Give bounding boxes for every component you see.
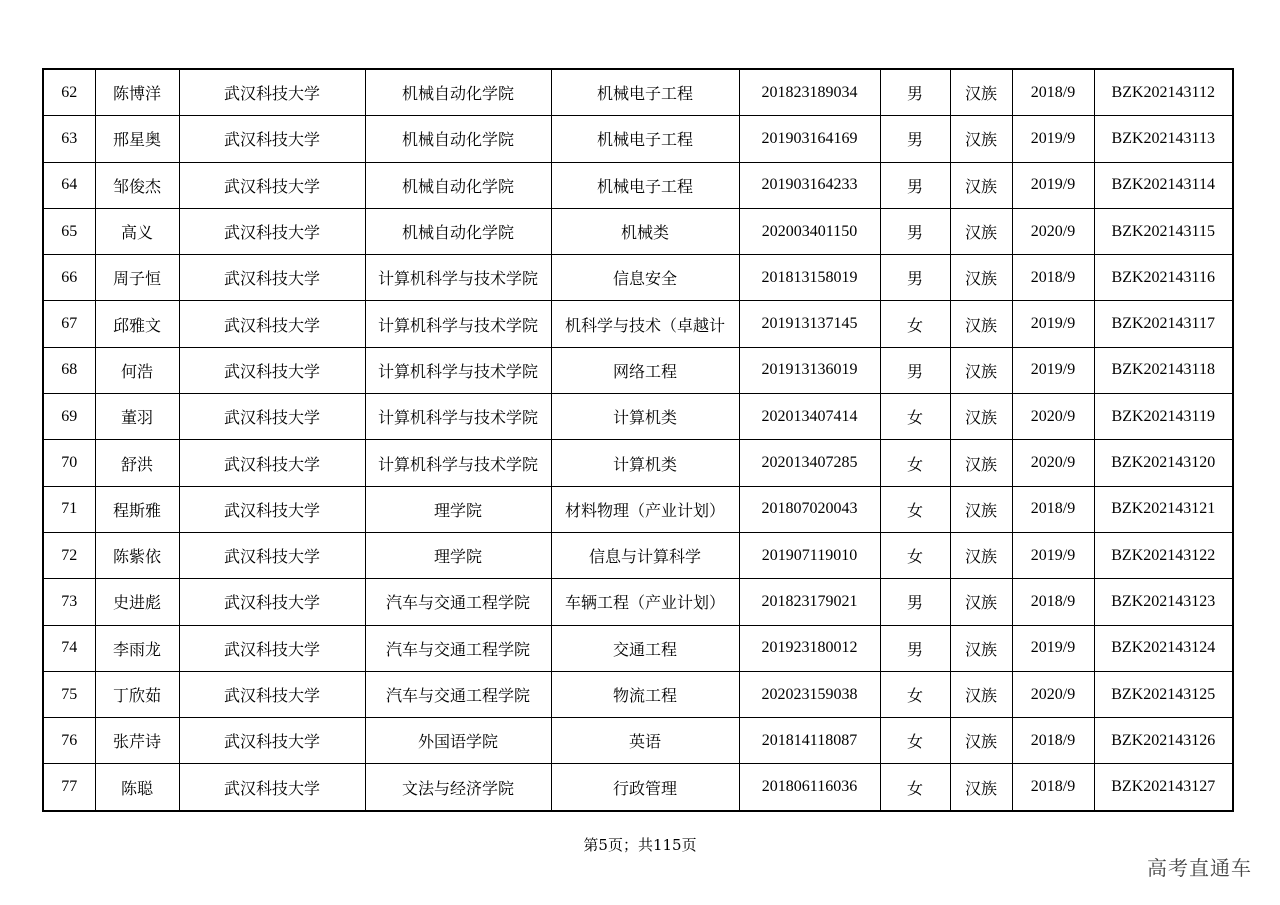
cell-name: 史进彪 bbox=[95, 579, 179, 625]
table-row bbox=[43, 718, 1233, 764]
cell-college: 机械自动化学院 bbox=[365, 69, 551, 116]
cell-cert: BZK202143112 bbox=[1094, 69, 1233, 116]
cell-cert: BZK202143122 bbox=[1094, 532, 1233, 578]
cell-ethnicity: 汉族 bbox=[950, 347, 1012, 393]
cell-no: 67 bbox=[43, 301, 95, 347]
cell-major: 车辆工程（产业计划） bbox=[551, 579, 739, 625]
cell-name: 程斯雅 bbox=[95, 486, 179, 532]
cell-ethnicity: 汉族 bbox=[950, 486, 1012, 532]
cell-no: 75 bbox=[43, 671, 95, 717]
cell-ethnicity: 汉族 bbox=[950, 718, 1012, 764]
cell-college: 机械自动化学院 bbox=[365, 208, 551, 254]
cell-university: 武汉科技大学 bbox=[179, 671, 365, 717]
cell-university: 武汉科技大学 bbox=[179, 255, 365, 301]
cell-year: 2019/9 bbox=[1012, 162, 1094, 208]
cell-sid: 201907119010 bbox=[739, 532, 880, 578]
cell-college: 外国语学院 bbox=[365, 718, 551, 764]
cell-college: 计算机科学与技术学院 bbox=[365, 301, 551, 347]
table-row bbox=[43, 764, 1233, 811]
table-row bbox=[43, 69, 1233, 116]
cell-major: 机械电子工程 bbox=[551, 69, 739, 116]
cell-name: 董羽 bbox=[95, 394, 179, 440]
cell-gender: 男 bbox=[880, 162, 950, 208]
cell-university: 武汉科技大学 bbox=[179, 394, 365, 440]
cell-no: 73 bbox=[43, 579, 95, 625]
cell-cert: BZK202143127 bbox=[1094, 764, 1233, 811]
cell-sid: 201913137145 bbox=[739, 301, 880, 347]
cell-no: 65 bbox=[43, 208, 95, 254]
cell-cert: BZK202143118 bbox=[1094, 347, 1233, 393]
cell-major: 机械电子工程 bbox=[551, 162, 739, 208]
cell-university: 武汉科技大学 bbox=[179, 764, 365, 811]
cell-no: 68 bbox=[43, 347, 95, 393]
table-row bbox=[43, 162, 1233, 208]
cell-sid: 201814118087 bbox=[739, 718, 880, 764]
table-row bbox=[43, 440, 1233, 486]
cell-cert: BZK202143116 bbox=[1094, 255, 1233, 301]
cell-sid: 201903164233 bbox=[739, 162, 880, 208]
cell-name: 陈聪 bbox=[95, 764, 179, 811]
table-row bbox=[43, 579, 1233, 625]
cell-university: 武汉科技大学 bbox=[179, 208, 365, 254]
table-row bbox=[43, 255, 1233, 301]
cell-gender: 女 bbox=[880, 301, 950, 347]
cell-major: 信息安全 bbox=[551, 255, 739, 301]
cell-cert: BZK202143121 bbox=[1094, 486, 1233, 532]
cell-ethnicity: 汉族 bbox=[950, 579, 1012, 625]
cell-sid: 201823179021 bbox=[739, 579, 880, 625]
cell-no: 72 bbox=[43, 532, 95, 578]
cell-year: 2020/9 bbox=[1012, 671, 1094, 717]
cell-major: 交通工程 bbox=[551, 625, 739, 671]
cell-name: 陈紫依 bbox=[95, 532, 179, 578]
cell-no: 70 bbox=[43, 440, 95, 486]
cell-university: 武汉科技大学 bbox=[179, 116, 365, 162]
cell-college: 文法与经济学院 bbox=[365, 764, 551, 811]
cell-no: 71 bbox=[43, 486, 95, 532]
cell-gender: 男 bbox=[880, 625, 950, 671]
cell-year: 2019/9 bbox=[1012, 532, 1094, 578]
cell-name: 何浩 bbox=[95, 347, 179, 393]
cell-major: 行政管理 bbox=[551, 764, 739, 811]
cell-year: 2018/9 bbox=[1012, 69, 1094, 116]
cell-name: 李雨龙 bbox=[95, 625, 179, 671]
cell-ethnicity: 汉族 bbox=[950, 208, 1012, 254]
cell-gender: 女 bbox=[880, 532, 950, 578]
cell-cert: BZK202143124 bbox=[1094, 625, 1233, 671]
cell-college: 计算机科学与技术学院 bbox=[365, 347, 551, 393]
cell-cert: BZK202143115 bbox=[1094, 208, 1233, 254]
cell-no: 64 bbox=[43, 162, 95, 208]
cell-year: 2019/9 bbox=[1012, 301, 1094, 347]
cell-sid: 201807020043 bbox=[739, 486, 880, 532]
cell-year: 2018/9 bbox=[1012, 764, 1094, 811]
cell-sid: 202003401150 bbox=[739, 208, 880, 254]
table-row bbox=[43, 486, 1233, 532]
cell-no: 62 bbox=[43, 69, 95, 116]
cell-sid: 201823189034 bbox=[739, 69, 880, 116]
cell-university: 武汉科技大学 bbox=[179, 579, 365, 625]
cell-sid: 202013407414 bbox=[739, 394, 880, 440]
cell-year: 2018/9 bbox=[1012, 718, 1094, 764]
cell-year: 2019/9 bbox=[1012, 347, 1094, 393]
cell-ethnicity: 汉族 bbox=[950, 671, 1012, 717]
cell-college: 计算机科学与技术学院 bbox=[365, 255, 551, 301]
table-row bbox=[43, 625, 1233, 671]
cell-cert: BZK202143113 bbox=[1094, 116, 1233, 162]
cell-major: 英语 bbox=[551, 718, 739, 764]
table-row bbox=[43, 532, 1233, 578]
roster-body bbox=[43, 69, 1233, 811]
cell-cert: BZK202143120 bbox=[1094, 440, 1233, 486]
cell-year: 2019/9 bbox=[1012, 625, 1094, 671]
table-row bbox=[43, 208, 1233, 254]
cell-name: 舒洪 bbox=[95, 440, 179, 486]
cell-major: 材料物理（产业计划） bbox=[551, 486, 739, 532]
cell-university: 武汉科技大学 bbox=[179, 486, 365, 532]
cell-year: 2020/9 bbox=[1012, 208, 1094, 254]
cell-year: 2018/9 bbox=[1012, 255, 1094, 301]
cell-major: 信息与计算科学 bbox=[551, 532, 739, 578]
cell-university: 武汉科技大学 bbox=[179, 532, 365, 578]
cell-university: 武汉科技大学 bbox=[179, 440, 365, 486]
cell-ethnicity: 汉族 bbox=[950, 394, 1012, 440]
cell-university: 武汉科技大学 bbox=[179, 69, 365, 116]
table-row bbox=[43, 301, 1233, 347]
cell-college: 机械自动化学院 bbox=[365, 116, 551, 162]
cell-ethnicity: 汉族 bbox=[950, 764, 1012, 811]
cell-year: 2020/9 bbox=[1012, 440, 1094, 486]
table-row bbox=[43, 394, 1233, 440]
cell-year: 2020/9 bbox=[1012, 394, 1094, 440]
cell-name: 邱雅文 bbox=[95, 301, 179, 347]
cell-major: 机械电子工程 bbox=[551, 116, 739, 162]
cell-no: 76 bbox=[43, 718, 95, 764]
cell-cert: BZK202143126 bbox=[1094, 718, 1233, 764]
cell-name: 邹俊杰 bbox=[95, 162, 179, 208]
cell-cert: BZK202143125 bbox=[1094, 671, 1233, 717]
cell-ethnicity: 汉族 bbox=[950, 532, 1012, 578]
cell-college: 机械自动化学院 bbox=[365, 162, 551, 208]
watermark-logo: 高考直通车 bbox=[1147, 856, 1252, 880]
cell-ethnicity: 汉族 bbox=[950, 301, 1012, 347]
cell-major: 计算机类 bbox=[551, 440, 739, 486]
cell-gender: 女 bbox=[880, 486, 950, 532]
cell-no: 74 bbox=[43, 625, 95, 671]
cell-major: 机械类 bbox=[551, 208, 739, 254]
cell-university: 武汉科技大学 bbox=[179, 162, 365, 208]
cell-name: 张芹诗 bbox=[95, 718, 179, 764]
cell-sid: 201913136019 bbox=[739, 347, 880, 393]
cell-year: 2019/9 bbox=[1012, 116, 1094, 162]
cell-university: 武汉科技大学 bbox=[179, 625, 365, 671]
cell-college: 计算机科学与技术学院 bbox=[365, 440, 551, 486]
cell-university: 武汉科技大学 bbox=[179, 718, 365, 764]
cell-year: 2018/9 bbox=[1012, 579, 1094, 625]
cell-gender: 男 bbox=[880, 347, 950, 393]
cell-sid: 201806116036 bbox=[739, 764, 880, 811]
cell-college: 理学院 bbox=[365, 532, 551, 578]
cell-major: 机科学与技术（卓越计 bbox=[551, 301, 739, 347]
cell-cert: BZK202143119 bbox=[1094, 394, 1233, 440]
page-footer: 第5页；共115页 bbox=[583, 836, 697, 854]
cell-no: 66 bbox=[43, 255, 95, 301]
student-roster-table bbox=[42, 68, 1234, 812]
cell-major: 物流工程 bbox=[551, 671, 739, 717]
cell-no: 77 bbox=[43, 764, 95, 811]
cell-cert: BZK202143123 bbox=[1094, 579, 1233, 625]
cell-college: 汽车与交通工程学院 bbox=[365, 625, 551, 671]
cell-college: 汽车与交通工程学院 bbox=[365, 579, 551, 625]
cell-sid: 201903164169 bbox=[739, 116, 880, 162]
cell-name: 邢星奥 bbox=[95, 116, 179, 162]
cell-college: 理学院 bbox=[365, 486, 551, 532]
cell-cert: BZK202143114 bbox=[1094, 162, 1233, 208]
cell-university: 武汉科技大学 bbox=[179, 301, 365, 347]
table-row bbox=[43, 347, 1233, 393]
cell-ethnicity: 汉族 bbox=[950, 625, 1012, 671]
cell-university: 武汉科技大学 bbox=[179, 347, 365, 393]
cell-gender: 女 bbox=[880, 394, 950, 440]
cell-name: 周子恒 bbox=[95, 255, 179, 301]
cell-major: 计算机类 bbox=[551, 394, 739, 440]
cell-ethnicity: 汉族 bbox=[950, 69, 1012, 116]
cell-sid: 202013407285 bbox=[739, 440, 880, 486]
cell-no: 69 bbox=[43, 394, 95, 440]
table-row bbox=[43, 671, 1233, 717]
cell-cert: BZK202143117 bbox=[1094, 301, 1233, 347]
cell-ethnicity: 汉族 bbox=[950, 116, 1012, 162]
cell-gender: 女 bbox=[880, 671, 950, 717]
cell-sid: 201923180012 bbox=[739, 625, 880, 671]
cell-name: 丁欣茹 bbox=[95, 671, 179, 717]
cell-name: 高义 bbox=[95, 208, 179, 254]
table-row bbox=[43, 116, 1233, 162]
cell-gender: 男 bbox=[880, 579, 950, 625]
cell-gender: 男 bbox=[880, 255, 950, 301]
cell-gender: 男 bbox=[880, 208, 950, 254]
cell-gender: 女 bbox=[880, 440, 950, 486]
cell-gender: 女 bbox=[880, 718, 950, 764]
cell-no: 63 bbox=[43, 116, 95, 162]
cell-gender: 男 bbox=[880, 116, 950, 162]
cell-sid: 201813158019 bbox=[739, 255, 880, 301]
cell-sid: 202023159038 bbox=[739, 671, 880, 717]
cell-college: 计算机科学与技术学院 bbox=[365, 394, 551, 440]
cell-gender: 男 bbox=[880, 69, 950, 116]
cell-ethnicity: 汉族 bbox=[950, 162, 1012, 208]
cell-college: 汽车与交通工程学院 bbox=[365, 671, 551, 717]
cell-major: 网络工程 bbox=[551, 347, 739, 393]
cell-year: 2018/9 bbox=[1012, 486, 1094, 532]
cell-name: 陈博洋 bbox=[95, 69, 179, 116]
cell-ethnicity: 汉族 bbox=[950, 255, 1012, 301]
cell-ethnicity: 汉族 bbox=[950, 440, 1012, 486]
cell-gender: 女 bbox=[880, 764, 950, 811]
